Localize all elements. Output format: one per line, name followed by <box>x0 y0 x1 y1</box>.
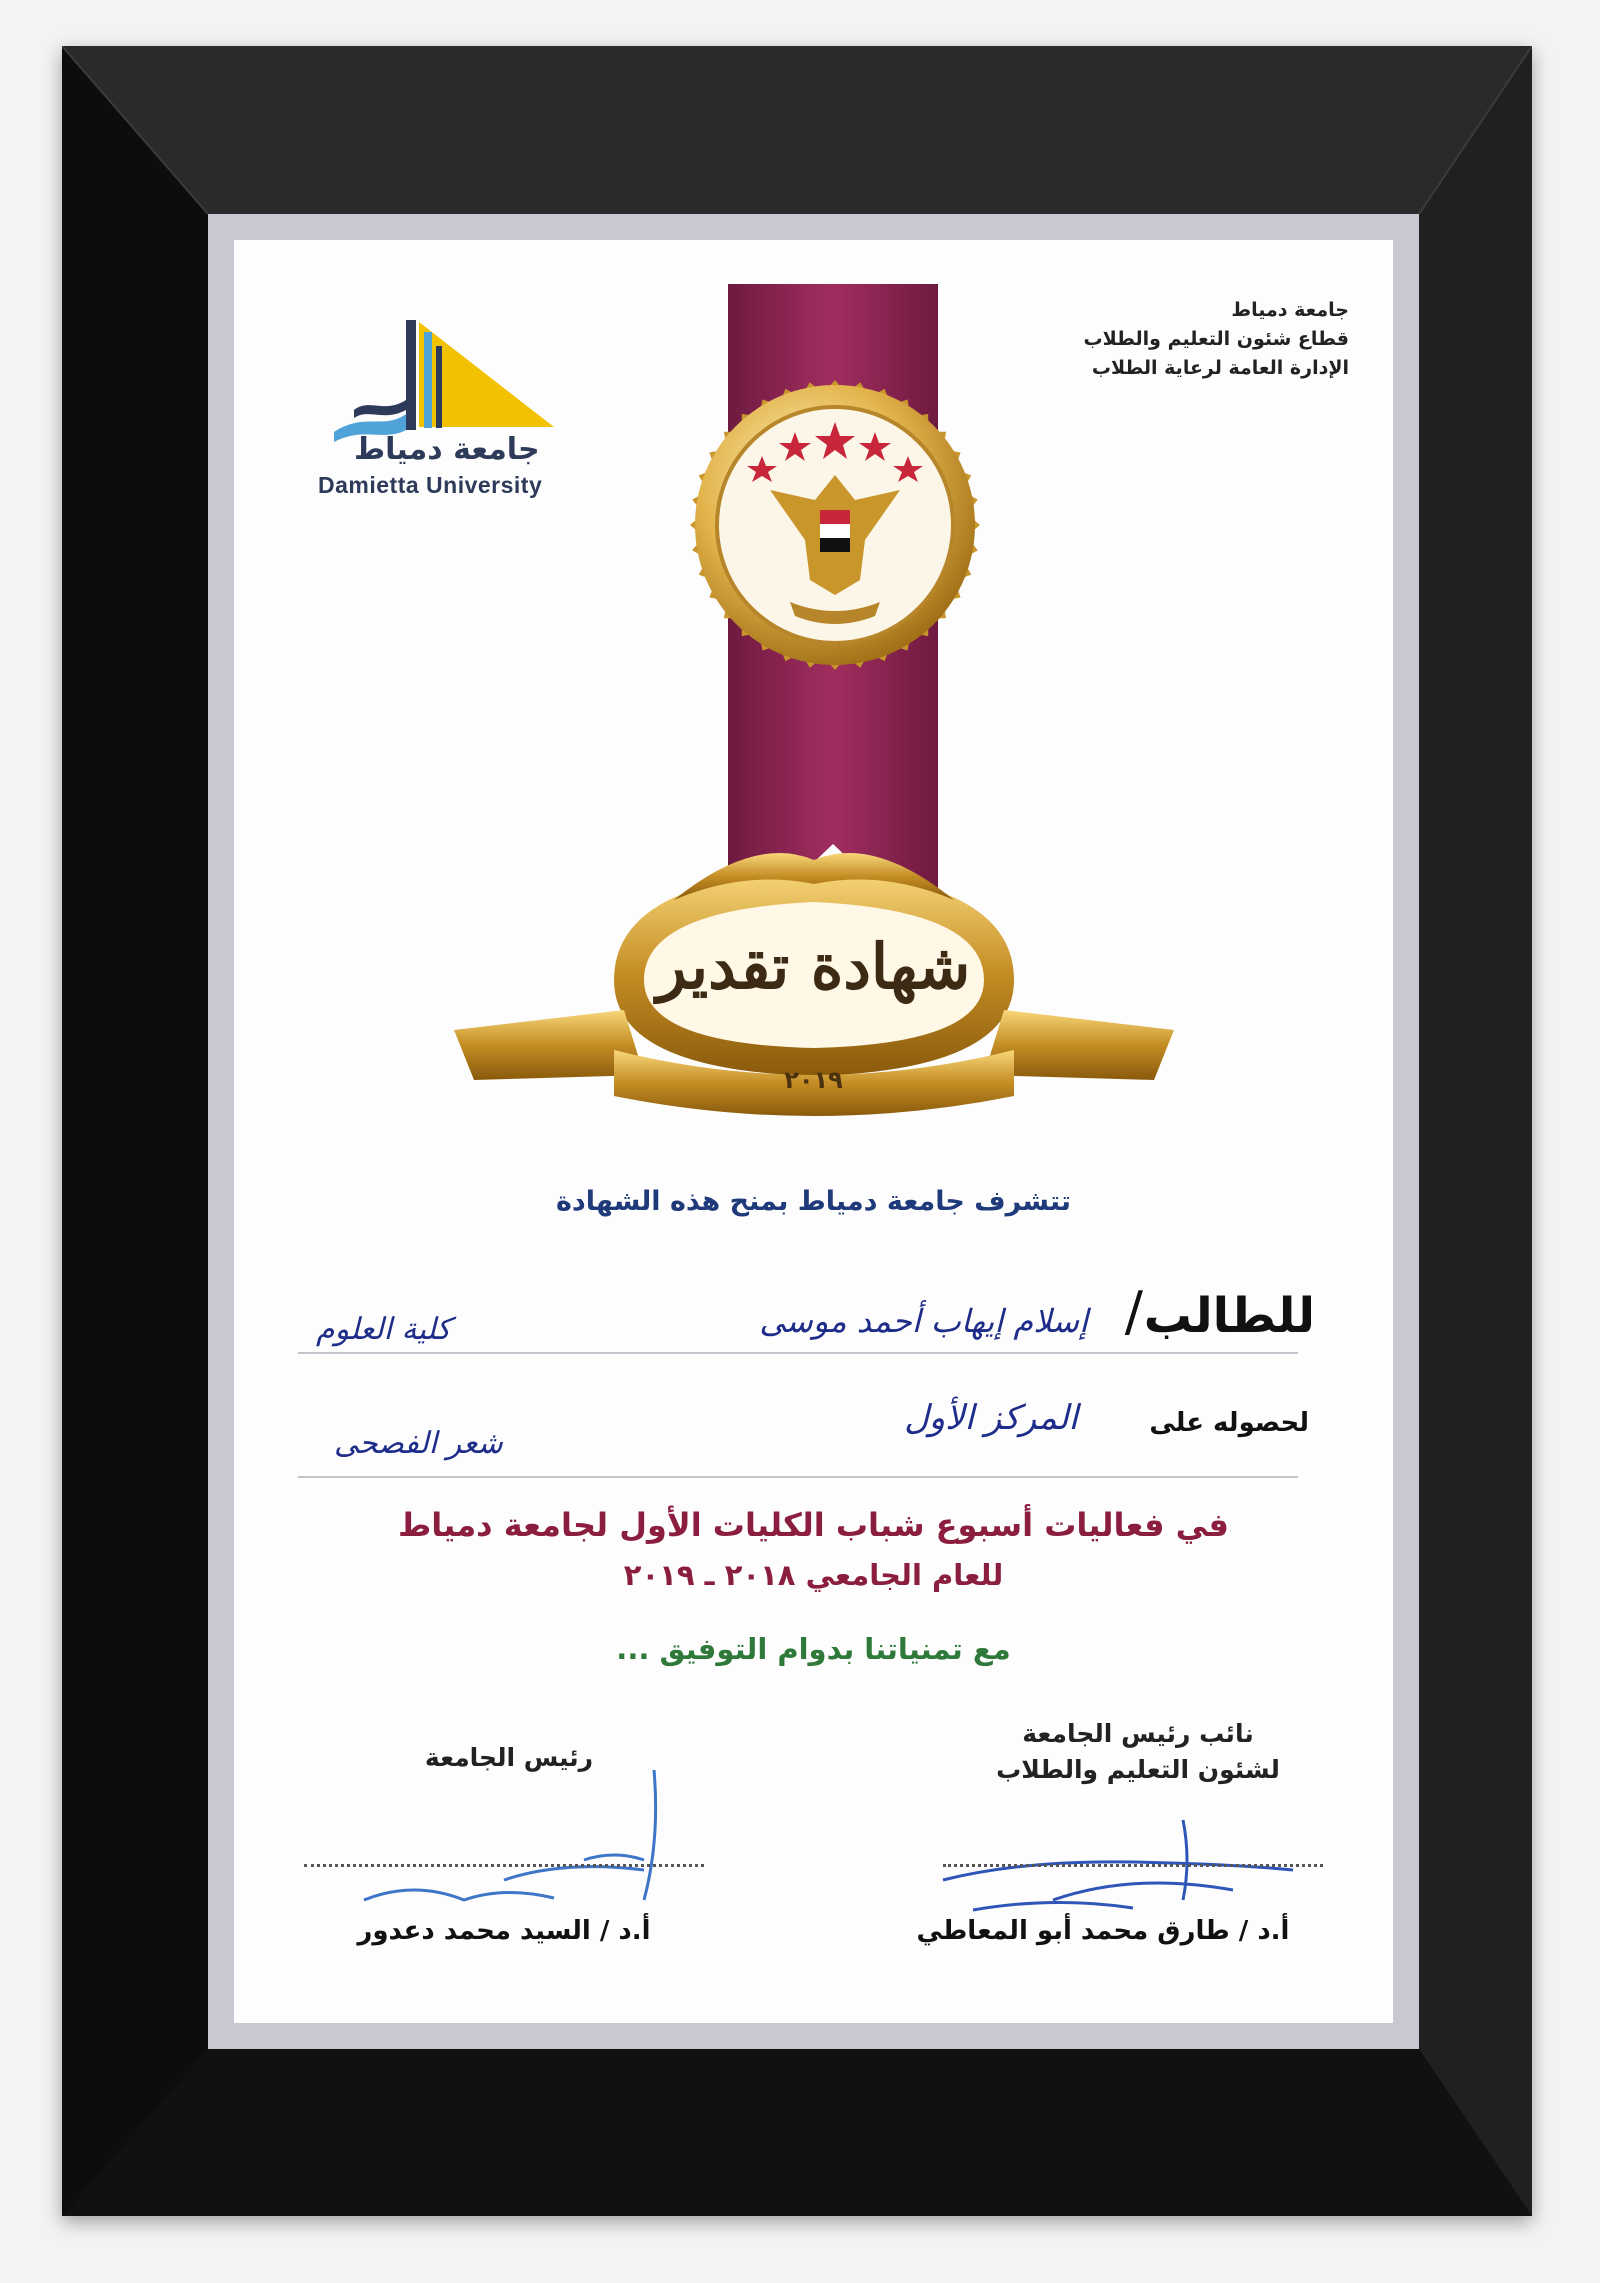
president-name: أ.د / السيد محمد دعدور <box>357 1916 651 1946</box>
vice-president-name: أ.د / طارق محمد أبو المعاطي <box>916 1916 1290 1946</box>
place-achieved: المركز الأول <box>904 1398 1078 1438</box>
faculty-name: كلية العلوم <box>316 1312 451 1347</box>
vice-president-dotted-line <box>943 1864 1323 1867</box>
sponsor-line-2: قطاع شئون التعليم والطلاب <box>1083 328 1349 350</box>
sponsor-line-1: جامعة دمياط <box>1231 299 1349 321</box>
event-line: في فعاليات أسبوع شباب الكليات الأول لجامعة دمياط <box>398 1506 1229 1544</box>
certificate-paper <box>234 240 1393 2023</box>
sponsor-block <box>1084 296 1350 383</box>
competition-field: شعر الفصحى <box>334 1426 503 1461</box>
certificate-title: شهادة تقدير <box>656 930 971 1003</box>
eagle-seal-icon <box>690 380 980 670</box>
vice-president-title-line-2: لشئون التعليم والطلاب <box>996 1755 1280 1784</box>
frame-mat <box>208 214 1419 2049</box>
dotted-line-student <box>298 1352 1298 1354</box>
logo-english-name: Damietta University <box>318 472 543 498</box>
obtain-label: لحصوله على <box>1149 1408 1309 1438</box>
vice-president-title <box>973 1716 1303 1788</box>
president-title: رئيس الجامعة <box>424 1743 594 1772</box>
student-name: إسلام إيهاب أحمد موسى <box>759 1302 1088 1340</box>
student-separator: / <box>1124 1280 1143 1343</box>
dotted-line-achievement <box>298 1476 1298 1478</box>
academic-year: للعام الجامعي ٢٠١٨ ـ ٢٠١٩ <box>623 1558 1004 1592</box>
president-dotted-line <box>304 1864 704 1867</box>
university-logo-icon <box>324 302 574 452</box>
picture-frame <box>62 46 1532 2216</box>
certificate-year: ٢٠١٩ <box>784 1066 843 1094</box>
wishes-line: مع تمنياتنا بدوام التوفيق ... <box>616 1632 1011 1666</box>
vice-president-title-line-1: نائب رئيس الجامعة <box>1022 1719 1254 1748</box>
student-label: للطالب <box>1143 1288 1315 1344</box>
president-signature-icon <box>324 1760 704 1930</box>
honor-line: تتشرف جامعة دمياط بمنح هذه الشهادة <box>555 1186 1072 1217</box>
logo-arabic-name: جامعة دمياط <box>354 432 540 467</box>
sponsor-line-3: الإدارة العامة لرعاية الطلاب <box>1091 357 1349 379</box>
